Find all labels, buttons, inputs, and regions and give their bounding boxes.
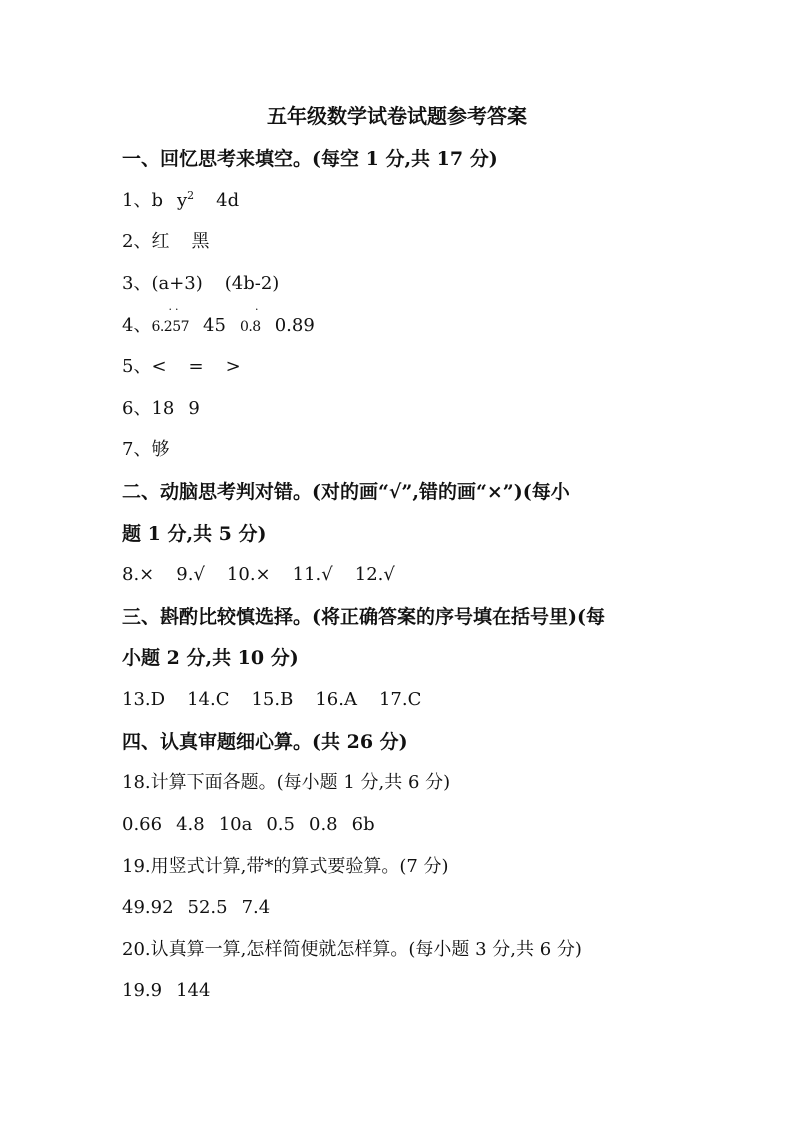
recurring-decimal: 6.257 ··	[151, 303, 190, 335]
answer-value: =	[188, 356, 204, 377]
answer-value: 4.8	[176, 814, 205, 835]
answers-19	[122, 895, 270, 921]
answer-value: 9	[188, 398, 200, 419]
answers-18	[122, 812, 375, 838]
answer-value: >	[225, 356, 241, 377]
answer-value: 15.B	[251, 689, 294, 710]
section-2-heading: 二、动脑思考判对错。(对的画“√”,错的画“×”)(每小	[122, 481, 570, 503]
recurring-decimal: 0.8 ·	[239, 303, 262, 335]
answer-line-5	[122, 354, 241, 380]
answer-value: 8.×	[122, 564, 155, 585]
answer-value: 够	[151, 439, 170, 460]
answer-value: 49.92	[122, 897, 174, 918]
answer-line-1	[122, 188, 239, 214]
section-3-heading-cont: 小题 2 分,共 10 分)	[122, 647, 299, 669]
answer-value: 18	[151, 398, 175, 419]
answer-line-3	[122, 271, 279, 297]
answer-value: (4b-2)	[224, 273, 280, 294]
answer-value: 4d	[216, 190, 240, 211]
exponent: 2	[187, 189, 195, 202]
item-number: 2、	[122, 231, 152, 252]
section-2-answers	[122, 562, 395, 588]
item-number: 4、	[122, 315, 152, 336]
answer-value: 6b	[351, 814, 375, 835]
answer-value: 10.×	[226, 564, 271, 585]
answer-value: 52.5	[187, 897, 228, 918]
section-1-heading: 一、回忆思考来填空。(每空 1 分,共 17 分)	[122, 148, 498, 170]
answer-value: 16.A	[315, 689, 357, 710]
answer-line-4	[122, 303, 315, 340]
answer-value: 黑	[191, 231, 210, 252]
answer-value: <	[151, 356, 167, 377]
section-2-heading-cont: 题 1 分,共 5 分)	[122, 523, 267, 545]
item-number: 5、	[122, 356, 152, 377]
answer-value: 13.D	[122, 689, 166, 710]
answer-value: (a+3)	[151, 273, 203, 294]
answer-value: 12.√	[354, 564, 395, 585]
question-20: 20.认真算一算,怎样简便就怎样算。(每小题 3 分,共 6 分)	[122, 939, 582, 960]
section-3-heading: 三、斟酌比较慎选择。(将正确答案的序号填在括号里)(每	[122, 606, 605, 628]
answer-line-6	[122, 396, 200, 422]
answers-20	[122, 978, 210, 1004]
answer-value: 0.89	[274, 315, 315, 336]
answer-value: y	[176, 190, 188, 211]
answer-value: 19.9	[122, 980, 163, 1001]
answer-value: 9.√	[176, 564, 205, 585]
answer-value: 11.√	[292, 564, 333, 585]
question-18: 18.计算下面各题。(每小题 1 分,共 6 分)	[122, 772, 451, 793]
answer-value: 0.8	[309, 814, 338, 835]
page-title: 五年级数学试卷试题参考答案	[267, 104, 527, 128]
answer-value: 17.C	[378, 689, 422, 710]
answer-value: 10a	[218, 814, 253, 835]
answer-value: 0.66	[122, 814, 163, 835]
item-number: 7、	[122, 439, 152, 460]
answer-value: 红	[151, 231, 170, 252]
answer-line-7	[122, 437, 169, 463]
answer-value: 0.5	[266, 814, 295, 835]
item-number: 1、	[122, 190, 152, 211]
answer-value: 144	[176, 980, 211, 1001]
question-19: 19.用竖式计算,带*的算式要验算。(7 分)	[122, 856, 449, 877]
answer-line-2	[122, 229, 209, 255]
section-4-heading: 四、认真审题细心算。(共 26 分)	[122, 731, 408, 753]
section-3-answers	[122, 687, 421, 713]
recurring-dots: ··	[168, 303, 182, 316]
answer-value: 14.C	[187, 689, 230, 710]
answer-value: b	[151, 190, 163, 211]
answer-value: 7.4	[241, 897, 271, 918]
item-number: 6、	[122, 398, 152, 419]
answer-value: 45	[203, 315, 226, 336]
item-number: 3、	[122, 273, 152, 294]
recurring-dot: ·	[254, 303, 262, 316]
